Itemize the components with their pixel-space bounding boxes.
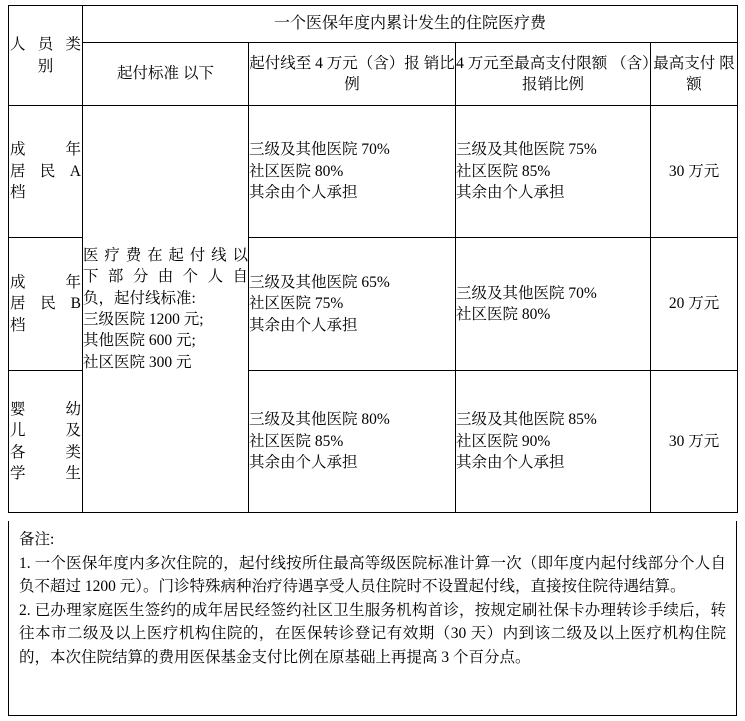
- row-category-line: 婴 幼: [10, 400, 81, 418]
- rate-line: 其余由个人承担: [456, 184, 565, 202]
- cell-tier2-rates: [456, 371, 651, 513]
- notes-heading: 备注:: [19, 531, 55, 548]
- rate-line: 社区医院 85%: [249, 432, 344, 450]
- rate-line: 社区医院 75%: [249, 295, 344, 313]
- header-category-line-2: 别: [37, 57, 54, 75]
- rate-line: 三级及其他医院 70%: [456, 284, 597, 302]
- cell-tier2-rates: [456, 106, 651, 238]
- cell-tier1-rates: [249, 371, 456, 513]
- rate-line: 三级及其他医院 65%: [249, 273, 390, 291]
- rate-line: 其余由个人承担: [249, 184, 358, 202]
- notes-box: [8, 521, 737, 716]
- rate-line: 社区医院 80%: [249, 162, 344, 180]
- row-category-students: [9, 371, 83, 513]
- rate-line: 社区医院 80%: [456, 306, 551, 323]
- header-tier1-line-1: 起付线至 4 万元（含）报: [249, 54, 420, 72]
- table-header-row-columns: [9, 43, 738, 106]
- deductible-line: 三级医院 1200 元;: [83, 311, 204, 328]
- cell-tier1-rates: [249, 238, 456, 371]
- row-category-adult-a: [9, 106, 83, 238]
- row-category-line: 居 民 A: [10, 162, 81, 180]
- header-cell-tier1: [249, 43, 456, 106]
- rate-line: 其余由个人承担: [249, 316, 358, 334]
- note-item-2: 2. 已办理家庭医生签约的成年居民经签约社区卫生服务机构首诊，按规定刷社保卡办理转诊手续后，转往本市二级及以上医疗机构住院的，在医保转诊登记有效期（30 天）内到该二级及以上医疗机构住院的，本次住院结算的费用医保基金支付比例在原基础上再提高 3 个百分点。: [19, 601, 726, 666]
- rate-line: 三级及其他医院 75%: [456, 141, 597, 159]
- note-item-1: 1. 一个医保年度内多次住院的，起付线按所住最高等级医院标准计算一次（即年度内起付线部分个人自负不超过 1200 元）。门诊特殊病种治疗待遇享受人员住院时不设置起付线，直接按住院待遇结算。: [19, 554, 726, 596]
- row-category-line: 儿 及: [10, 422, 81, 440]
- cell-max-limit: 30 万元: [651, 371, 738, 513]
- header-deductible-line-2: 以下: [182, 65, 214, 83]
- cell-max-limit: 30 万元: [651, 106, 738, 238]
- header-deductible-line-1: 起付标准: [117, 65, 180, 83]
- row-category-line: 成 年: [10, 273, 81, 291]
- row-category-line: 档: [10, 184, 26, 202]
- rate-line: 三级及其他医院 70%: [249, 141, 390, 159]
- row-category-line: 各 类: [10, 443, 81, 461]
- deductible-line: 其他医院 600 元;: [83, 332, 196, 350]
- deductible-line: 社区医院 300 元: [83, 353, 192, 371]
- header-cell-tier2: [456, 43, 651, 106]
- cell-deductible-rule: [83, 106, 249, 513]
- table-row: [9, 106, 738, 238]
- row-category-line: 档: [10, 316, 26, 334]
- table-header-row-title: [9, 6, 738, 43]
- header-cell-max-limit: [651, 43, 738, 106]
- row-category-line: 成 年: [10, 141, 81, 159]
- header-max-line-1: 最高支付: [653, 54, 716, 72]
- header-tier2-line-2: （含）报销比例: [521, 54, 650, 93]
- header-category-line-1: 人员类: [10, 36, 81, 54]
- rate-line: 其余由个人承担: [456, 454, 565, 472]
- header-cell-category: [9, 6, 83, 106]
- rate-line: 社区医院 85%: [456, 162, 551, 180]
- row-category-line: 学 生: [10, 464, 81, 482]
- header-cell-deductible: [83, 43, 249, 106]
- rate-line: 三级及其他医院 85%: [456, 411, 597, 429]
- row-category-line: 居 民 B: [10, 295, 81, 313]
- header-cell-span-title: 一个医保年度内累计发生的住院医疗费: [83, 6, 738, 43]
- rate-line: 三级及其他医院 80%: [249, 411, 390, 429]
- cell-tier2-rates: [456, 238, 651, 371]
- insurance-benefit-table: [8, 5, 738, 513]
- header-tier2-line-1: 4 万元至最高支付限额: [456, 54, 608, 72]
- row-category-adult-b: [9, 238, 83, 371]
- deductible-line: 下部分由个人自: [83, 268, 248, 286]
- header-max-line-2: 限额: [686, 54, 735, 93]
- cell-tier1-rates: [249, 106, 456, 238]
- rate-line: 其余由个人承担: [249, 454, 358, 472]
- rate-line: 社区医院 90%: [456, 432, 551, 450]
- deductible-line: 医疗费在起付线以: [83, 246, 248, 264]
- deductible-line: 负，起付线标准:: [83, 289, 196, 307]
- header-tier1-line-2: 销比例: [344, 54, 455, 93]
- cell-max-limit: 20 万元: [651, 238, 738, 371]
